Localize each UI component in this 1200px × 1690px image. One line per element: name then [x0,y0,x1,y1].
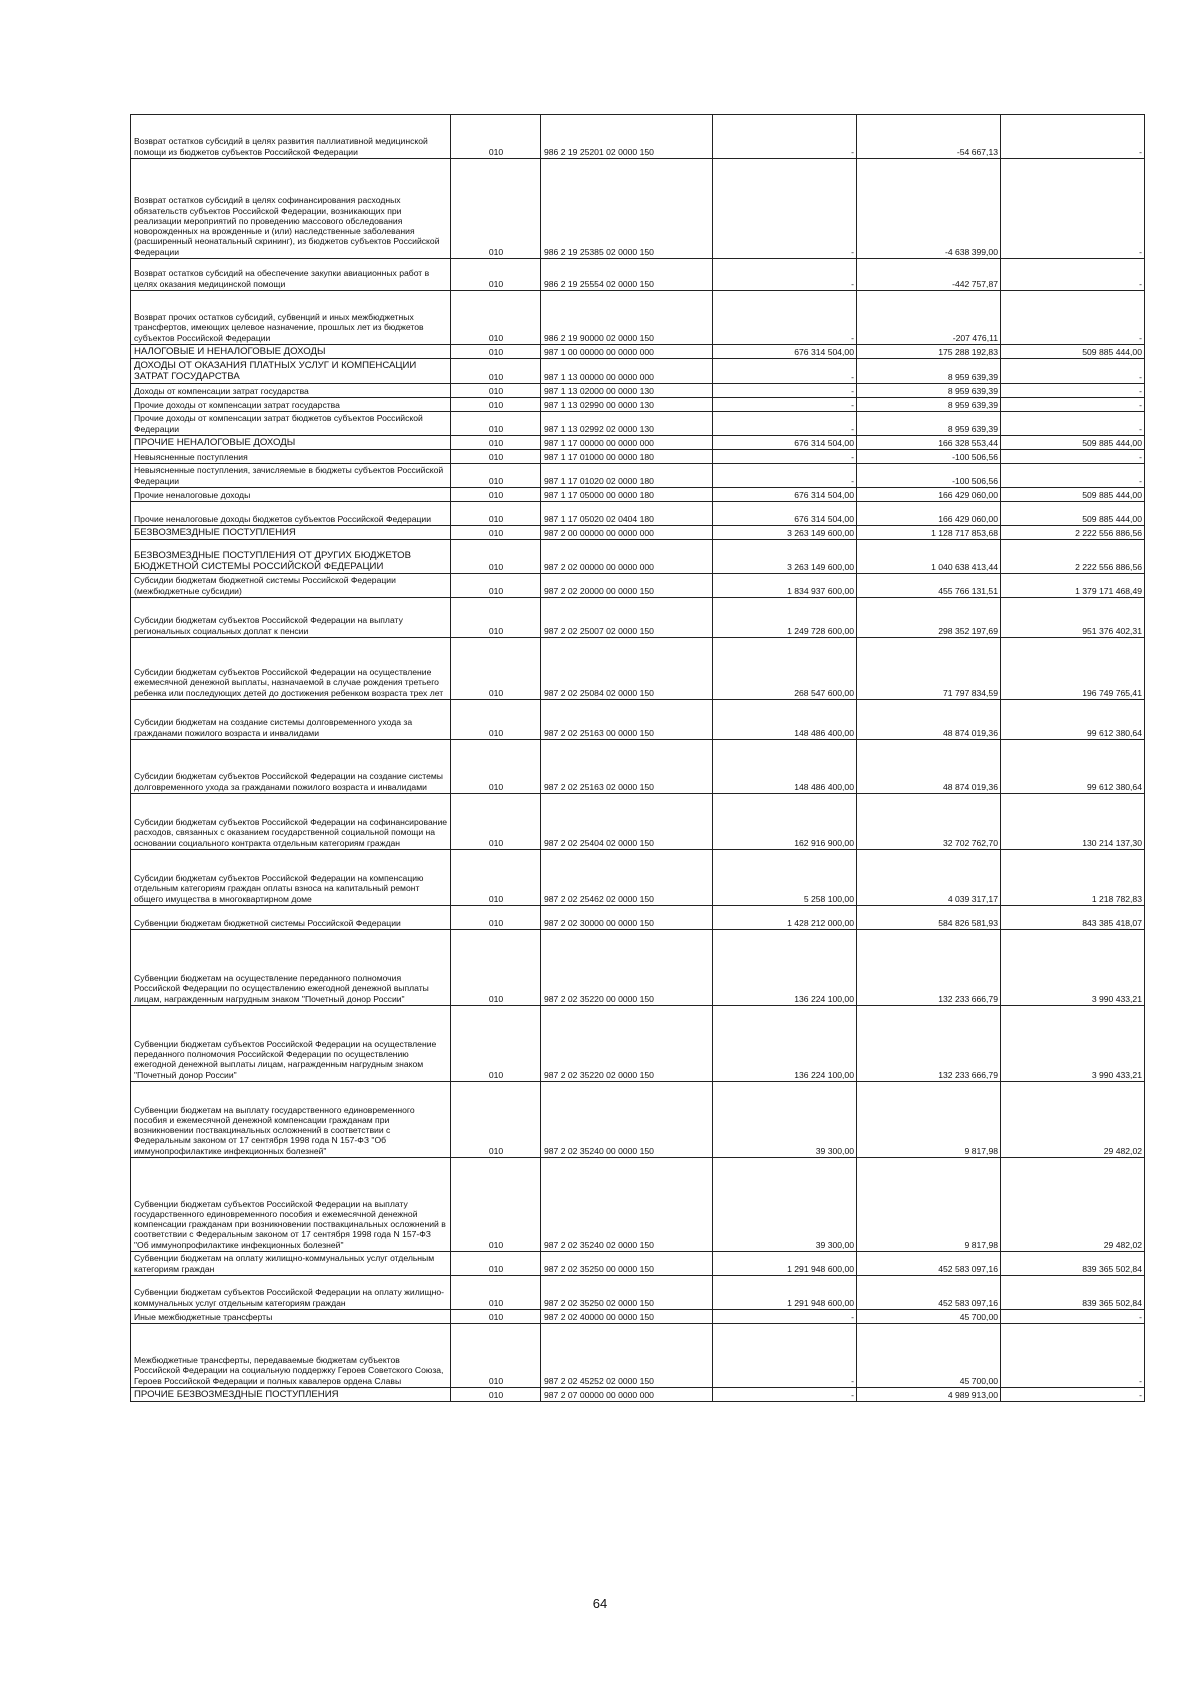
row-code: 010 [451,502,541,526]
table-row [131,1388,1145,1402]
row-name: Субвенции бюджетам субъектов Российской Федерации на осуществление переданного полномочия Российской Федерации по осуществлению ежегодной денежной выплаты лицам, награжденным нагрудным знаком "Почетный донор России" [131,1006,451,1082]
row-kbk: 987 2 02 35220 02 0000 150 [541,1006,713,1082]
row-name: Возврат остатков субсидий в целях софинансирования расходных обязательств субъектов Российской Федерации, возникающих при реализации мероприятий по проведению массового обследования новорожденных на врожденные и (или) наследственные заболевания (расширенный неонатальный скрининг), из бюджетов субъектов Российской Федерации [131,159,451,259]
row-code: 010 [451,574,541,598]
row-kbk: 987 1 17 01000 00 0000 180 [541,450,713,464]
row-remaining: 99 612 380,64 [1001,740,1145,794]
row-plan: 1 291 948 600,00 [713,1276,857,1310]
row-code: 010 [451,1276,541,1310]
row-remaining: - [1001,450,1145,464]
row-kbk: 987 2 02 35250 02 0000 150 [541,1276,713,1310]
row-plan: 39 300,00 [713,1158,857,1252]
table-row [131,159,1145,259]
row-remaining: 951 376 402,31 [1001,598,1145,638]
row-remaining: 2 222 556 886,56 [1001,540,1145,574]
row-remaining: 843 385 418,07 [1001,906,1145,930]
row-name: ПРОЧИЕ НЕНАЛОГОВЫЕ ДОХОДЫ [131,436,451,450]
table-row [131,412,1145,436]
row-remaining: 130 214 137,30 [1001,794,1145,850]
row-code: 010 [451,526,541,540]
row-code: 010 [451,638,541,700]
row-plan: 1 249 728 600,00 [713,598,857,638]
row-kbk: 987 2 02 25163 00 0000 150 [541,700,713,740]
row-kbk: 987 2 02 25163 02 0000 150 [541,740,713,794]
row-code: 010 [451,1082,541,1158]
row-remaining: 3 990 433,21 [1001,1006,1145,1082]
row-plan: - [713,159,857,259]
row-name: ДОХОДЫ ОТ ОКАЗАНИЯ ПЛАТНЫХ УСЛУГ И КОМПЕНСАЦИИ ЗАТРАТ ГОСУДАРСТВА [131,359,451,384]
row-remaining: 509 885 444,00 [1001,488,1145,502]
row-kbk: 987 2 02 25007 02 0000 150 [541,598,713,638]
row-name: Прочие неналоговые доходы бюджетов субъектов Российской Федерации [131,502,451,526]
row-executed: 1 040 638 413,44 [857,540,1001,574]
row-name: Иные межбюджетные трансферты [131,1310,451,1324]
row-kbk: 986 2 19 90000 02 0000 150 [541,291,713,345]
row-remaining: 509 885 444,00 [1001,502,1145,526]
row-remaining: 196 749 765,41 [1001,638,1145,700]
table-row [131,794,1145,850]
row-name: Невыясненные поступления [131,450,451,464]
row-executed: -100 506,56 [857,450,1001,464]
table-row [131,1276,1145,1310]
row-remaining: 509 885 444,00 [1001,436,1145,450]
row-name: Субсидии бюджетам субъектов Российской Федерации на создание системы долговременного ухода за гражданами пожилого возраста и инвалидами [131,740,451,794]
table-row [131,1252,1145,1276]
row-plan: 1 834 937 600,00 [713,574,857,598]
table-row [131,906,1145,930]
row-plan: 136 224 100,00 [713,930,857,1006]
row-code: 010 [451,464,541,488]
row-name: БЕЗВОЗМЕЗДНЫЕ ПОСТУПЛЕНИЯ ОТ ДРУГИХ БЮДЖЕТОВ БЮДЖЕТНОЙ СИСТЕМЫ РОССИЙСКОЙ ФЕДЕРАЦИИ [131,540,451,574]
row-plan: 1 291 948 600,00 [713,1252,857,1276]
row-remaining: 509 885 444,00 [1001,345,1145,359]
table-row [131,450,1145,464]
row-kbk: 987 2 02 35250 00 0000 150 [541,1252,713,1276]
row-remaining: 3 990 433,21 [1001,930,1145,1006]
row-name: Субсидии бюджетам субъектов Российской Федерации на осуществление ежемесячной денежной выплаты, назначаемой в случае рождения третьего ребенка или последующих детей до достижения ребенком возраста трех лет [131,638,451,700]
row-remaining: - [1001,1324,1145,1388]
row-name: Межбюджетные трансферты, передаваемые бюджетам субъектов Российской Федерации на социальную поддержку Героев Советского Союза, Героев Российской Федерации и полных кавалеров ордена Славы [131,1324,451,1388]
row-plan: 676 314 504,00 [713,488,857,502]
row-executed: -100 506,56 [857,464,1001,488]
row-code: 010 [451,412,541,436]
row-remaining: - [1001,359,1145,384]
row-remaining: 839 365 502,84 [1001,1276,1145,1310]
row-plan: 676 314 504,00 [713,502,857,526]
row-remaining: - [1001,1388,1145,1402]
row-name: Субсидии бюджетам субъектов Российской Федерации на софинансирование расходов, связанных с оказанием государственной социальной помощи на основании социального контракта отдельным категориям граждан [131,794,451,850]
row-name: Возврат остатков субсидий в целях развития паллиативной медицинской помощи из бюджетов субъектов Российской Федерации [131,115,451,159]
row-plan: 162 916 900,00 [713,794,857,850]
row-executed: 32 702 762,70 [857,794,1001,850]
table-row [131,700,1145,740]
row-executed: 48 874 019,36 [857,740,1001,794]
row-remaining: - [1001,291,1145,345]
row-code: 010 [451,1388,541,1402]
row-remaining: 99 612 380,64 [1001,700,1145,740]
row-name: Субвенции бюджетам на оплату жилищно-коммунальных услуг отдельным категориям граждан [131,1252,451,1276]
row-plan: - [713,1324,857,1388]
row-executed: 48 874 019,36 [857,700,1001,740]
row-executed: 8 959 639,39 [857,384,1001,398]
row-code: 010 [451,1310,541,1324]
row-name: Возврат остатков субсидий на обеспечение закупки авиационных работ в целях оказания медицинской помощи [131,259,451,291]
row-remaining: 839 365 502,84 [1001,1252,1145,1276]
row-code: 010 [451,1006,541,1082]
row-name: Прочие доходы от компенсации затрат бюджетов субъектов Российской Федерации [131,412,451,436]
revenue-table [130,114,1145,1402]
row-kbk: 987 2 02 40000 00 0000 150 [541,1310,713,1324]
row-code: 010 [451,850,541,906]
row-code: 010 [451,398,541,412]
row-name: Субсидии бюджетам субъектов Российской Федерации на компенсацию отдельным категориям граждан оплаты взноса на капитальный ремонт общего имущества в многоквартирном доме [131,850,451,906]
row-kbk: 986 2 19 25201 02 0000 150 [541,115,713,159]
row-name: Субвенции бюджетам на выплату государственного единовременного пособия и ежемесячной денежной компенсации гражданам при возникновении поствакцинальных осложнений в соответствии с Федеральным законом от 17 сентября 1998 года N 157-ФЗ "Об иммунопрофилактике инфекционных болезней" [131,1082,451,1158]
row-plan: 39 300,00 [713,1082,857,1158]
row-code: 010 [451,1158,541,1252]
row-name: БЕЗВОЗМЕЗДНЫЕ ПОСТУПЛЕНИЯ [131,526,451,540]
row-code: 010 [451,359,541,384]
row-code: 010 [451,345,541,359]
table-row [131,574,1145,598]
row-remaining: - [1001,398,1145,412]
row-kbk: 987 2 02 35220 00 0000 150 [541,930,713,1006]
row-plan: 3 263 149 600,00 [713,540,857,574]
row-executed: 4 989 913,00 [857,1388,1001,1402]
row-kbk: 987 1 13 00000 00 0000 000 [541,359,713,384]
row-executed: 166 429 060,00 [857,488,1001,502]
table-row [131,930,1145,1006]
table-row [131,850,1145,906]
row-executed: 9 817,98 [857,1158,1001,1252]
row-code: 010 [451,1252,541,1276]
row-kbk: 987 2 02 35240 02 0000 150 [541,1158,713,1252]
row-kbk: 987 1 13 02990 00 0000 130 [541,398,713,412]
row-remaining: 2 222 556 886,56 [1001,526,1145,540]
row-remaining: 29 482,02 [1001,1158,1145,1252]
row-code: 010 [451,598,541,638]
row-kbk: 987 1 17 05000 00 0000 180 [541,488,713,502]
row-kbk: 987 1 13 02000 00 0000 130 [541,384,713,398]
revenue-table-body [131,115,1145,1402]
row-plan: - [713,259,857,291]
row-kbk: 986 2 19 25554 02 0000 150 [541,259,713,291]
row-code: 010 [451,291,541,345]
row-code: 010 [451,700,541,740]
table-row [131,1082,1145,1158]
row-code: 010 [451,159,541,259]
table-row [131,1158,1145,1252]
row-plan: 676 314 504,00 [713,345,857,359]
table-row [131,740,1145,794]
table-row [131,115,1145,159]
row-executed: 166 328 553,44 [857,436,1001,450]
row-plan: - [713,464,857,488]
table-row [131,540,1145,574]
row-name: Субвенции бюджетам бюджетной системы Российской Федерации [131,906,451,930]
table-row [131,526,1145,540]
row-remaining: - [1001,159,1145,259]
row-remaining: 29 482,02 [1001,1082,1145,1158]
row-plan: 5 258 100,00 [713,850,857,906]
row-remaining: 1 379 171 468,49 [1001,574,1145,598]
row-plan: - [713,291,857,345]
row-plan: 148 486 400,00 [713,700,857,740]
row-executed: 132 233 666,79 [857,1006,1001,1082]
row-kbk: 987 2 02 00000 00 0000 000 [541,540,713,574]
table-row [131,259,1145,291]
row-name: Прочие неналоговые доходы [131,488,451,502]
row-code: 010 [451,384,541,398]
row-name: Субвенции бюджетам на осуществление переданного полномочия Российской Федерации по осуществлению ежегодной денежной выплаты лицам, награжденным нагрудным знаком "Почетный донор России" [131,930,451,1006]
row-executed: 452 583 097,16 [857,1252,1001,1276]
row-plan: - [713,384,857,398]
row-plan: 3 263 149 600,00 [713,526,857,540]
row-name: Субсидии бюджетам на создание системы долговременного ухода за гражданами пожилого возраста и инвалидами [131,700,451,740]
row-code: 010 [451,450,541,464]
row-kbk: 987 2 02 30000 00 0000 150 [541,906,713,930]
row-code: 010 [451,488,541,502]
row-name: Субсидии бюджетам бюджетной системы Российской Федерации (межбюджетные субсидии) [131,574,451,598]
row-remaining: - [1001,412,1145,436]
table-row [131,359,1145,384]
row-code: 010 [451,930,541,1006]
row-kbk: 987 2 00 00000 00 0000 000 [541,526,713,540]
row-executed: -54 667,13 [857,115,1001,159]
table-row [131,502,1145,526]
table-row [131,436,1145,450]
row-executed: 166 429 060,00 [857,502,1001,526]
row-plan: 676 314 504,00 [713,436,857,450]
row-kbk: 987 2 02 25462 02 0000 150 [541,850,713,906]
row-plan: - [713,1310,857,1324]
row-kbk: 987 1 17 01020 02 0000 180 [541,464,713,488]
page-number: 64 [592,1596,608,1611]
row-executed: 71 797 834,59 [857,638,1001,700]
row-kbk: 987 2 02 35240 00 0000 150 [541,1082,713,1158]
row-executed: 175 288 192,83 [857,345,1001,359]
row-executed: 8 959 639,39 [857,398,1001,412]
row-name: Доходы от компенсации затрат государства [131,384,451,398]
row-name: Субвенции бюджетам субъектов Российской Федерации на оплату жилищно-коммунальных услуг отдельным категориям граждан [131,1276,451,1310]
row-code: 010 [451,906,541,930]
row-remaining: - [1001,115,1145,159]
row-executed: 4 039 317,17 [857,850,1001,906]
row-code: 010 [451,436,541,450]
row-code: 010 [451,540,541,574]
row-executed: 298 352 197,69 [857,598,1001,638]
row-plan: - [713,359,857,384]
row-code: 010 [451,115,541,159]
row-executed: 45 700,00 [857,1324,1001,1388]
table-row [131,1310,1145,1324]
table-row [131,638,1145,700]
table-row [131,464,1145,488]
row-name: Субсидии бюджетам субъектов Российской Федерации на выплату региональных социальных доплат к пенсии [131,598,451,638]
row-code: 010 [451,740,541,794]
row-plan: 268 547 600,00 [713,638,857,700]
row-executed: 132 233 666,79 [857,930,1001,1006]
table-row [131,398,1145,412]
table-row [131,345,1145,359]
row-plan: - [713,398,857,412]
row-remaining: - [1001,259,1145,291]
row-kbk: 987 1 13 02992 02 0000 130 [541,412,713,436]
row-remaining: - [1001,464,1145,488]
row-executed: 1 128 717 853,68 [857,526,1001,540]
row-executed: 455 766 131,51 [857,574,1001,598]
row-plan: 1 428 212 000,00 [713,906,857,930]
row-kbk: 986 2 19 25385 02 0000 150 [541,159,713,259]
row-kbk: 987 1 17 05020 02 0404 180 [541,502,713,526]
row-plan: - [713,1388,857,1402]
row-plan: 136 224 100,00 [713,1006,857,1082]
row-remaining: 1 218 782,83 [1001,850,1145,906]
row-executed: 45 700,00 [857,1310,1001,1324]
row-executed: 8 959 639,39 [857,412,1001,436]
row-name: Невыясненные поступления, зачисляемые в бюджеты субъектов Российской Федерации [131,464,451,488]
table-row [131,291,1145,345]
row-code: 010 [451,259,541,291]
row-name: Возврат прочих остатков субсидий, субвенций и иных межбюджетных трансфертов, имеющих целевое назначение, прошлых лет из бюджетов субъектов Российской Федерации [131,291,451,345]
table-row [131,1324,1145,1388]
row-name: Субвенции бюджетам субъектов Российской Федерации на выплату государственного единовременного пособия и ежемесячной денежной компенсации гражданам при возникновении поствакцинальных осложнений в соответствии с Федеральным законом от 17 сентября 1998 года N 157-ФЗ "Об иммунопрофилактике инфекционных болезней" [131,1158,451,1252]
table-row [131,598,1145,638]
row-kbk: 987 2 02 25404 02 0000 150 [541,794,713,850]
table-row [131,1006,1145,1082]
table-row [131,488,1145,502]
row-remaining: - [1001,1310,1145,1324]
row-executed: 452 583 097,16 [857,1276,1001,1310]
row-executed: 8 959 639,39 [857,359,1001,384]
row-name: НАЛОГОВЫЕ И НЕНАЛОГОВЫЕ ДОХОДЫ [131,345,451,359]
row-kbk: 987 2 02 25084 02 0000 150 [541,638,713,700]
table-row [131,384,1145,398]
row-executed: -442 757,87 [857,259,1001,291]
row-kbk: 987 2 02 45252 02 0000 150 [541,1324,713,1388]
row-plan: - [713,412,857,436]
row-remaining: - [1001,384,1145,398]
row-executed: -207 476,11 [857,291,1001,345]
row-executed: -4 638 399,00 [857,159,1001,259]
row-code: 010 [451,1324,541,1388]
row-code: 010 [451,794,541,850]
row-executed: 9 817,98 [857,1082,1001,1158]
row-plan: - [713,450,857,464]
row-name: ПРОЧИЕ БЕЗВОЗМЕЗДНЫЕ ПОСТУПЛЕНИЯ [131,1388,451,1402]
row-kbk: 987 2 02 20000 00 0000 150 [541,574,713,598]
row-plan: 148 486 400,00 [713,740,857,794]
row-kbk: 987 1 17 00000 00 0000 000 [541,436,713,450]
row-executed: 584 826 581,93 [857,906,1001,930]
row-plan: - [713,115,857,159]
row-kbk: 987 1 00 00000 00 0000 000 [541,345,713,359]
row-name: Прочие доходы от компенсации затрат государства [131,398,451,412]
row-kbk: 987 2 07 00000 00 0000 000 [541,1388,713,1402]
